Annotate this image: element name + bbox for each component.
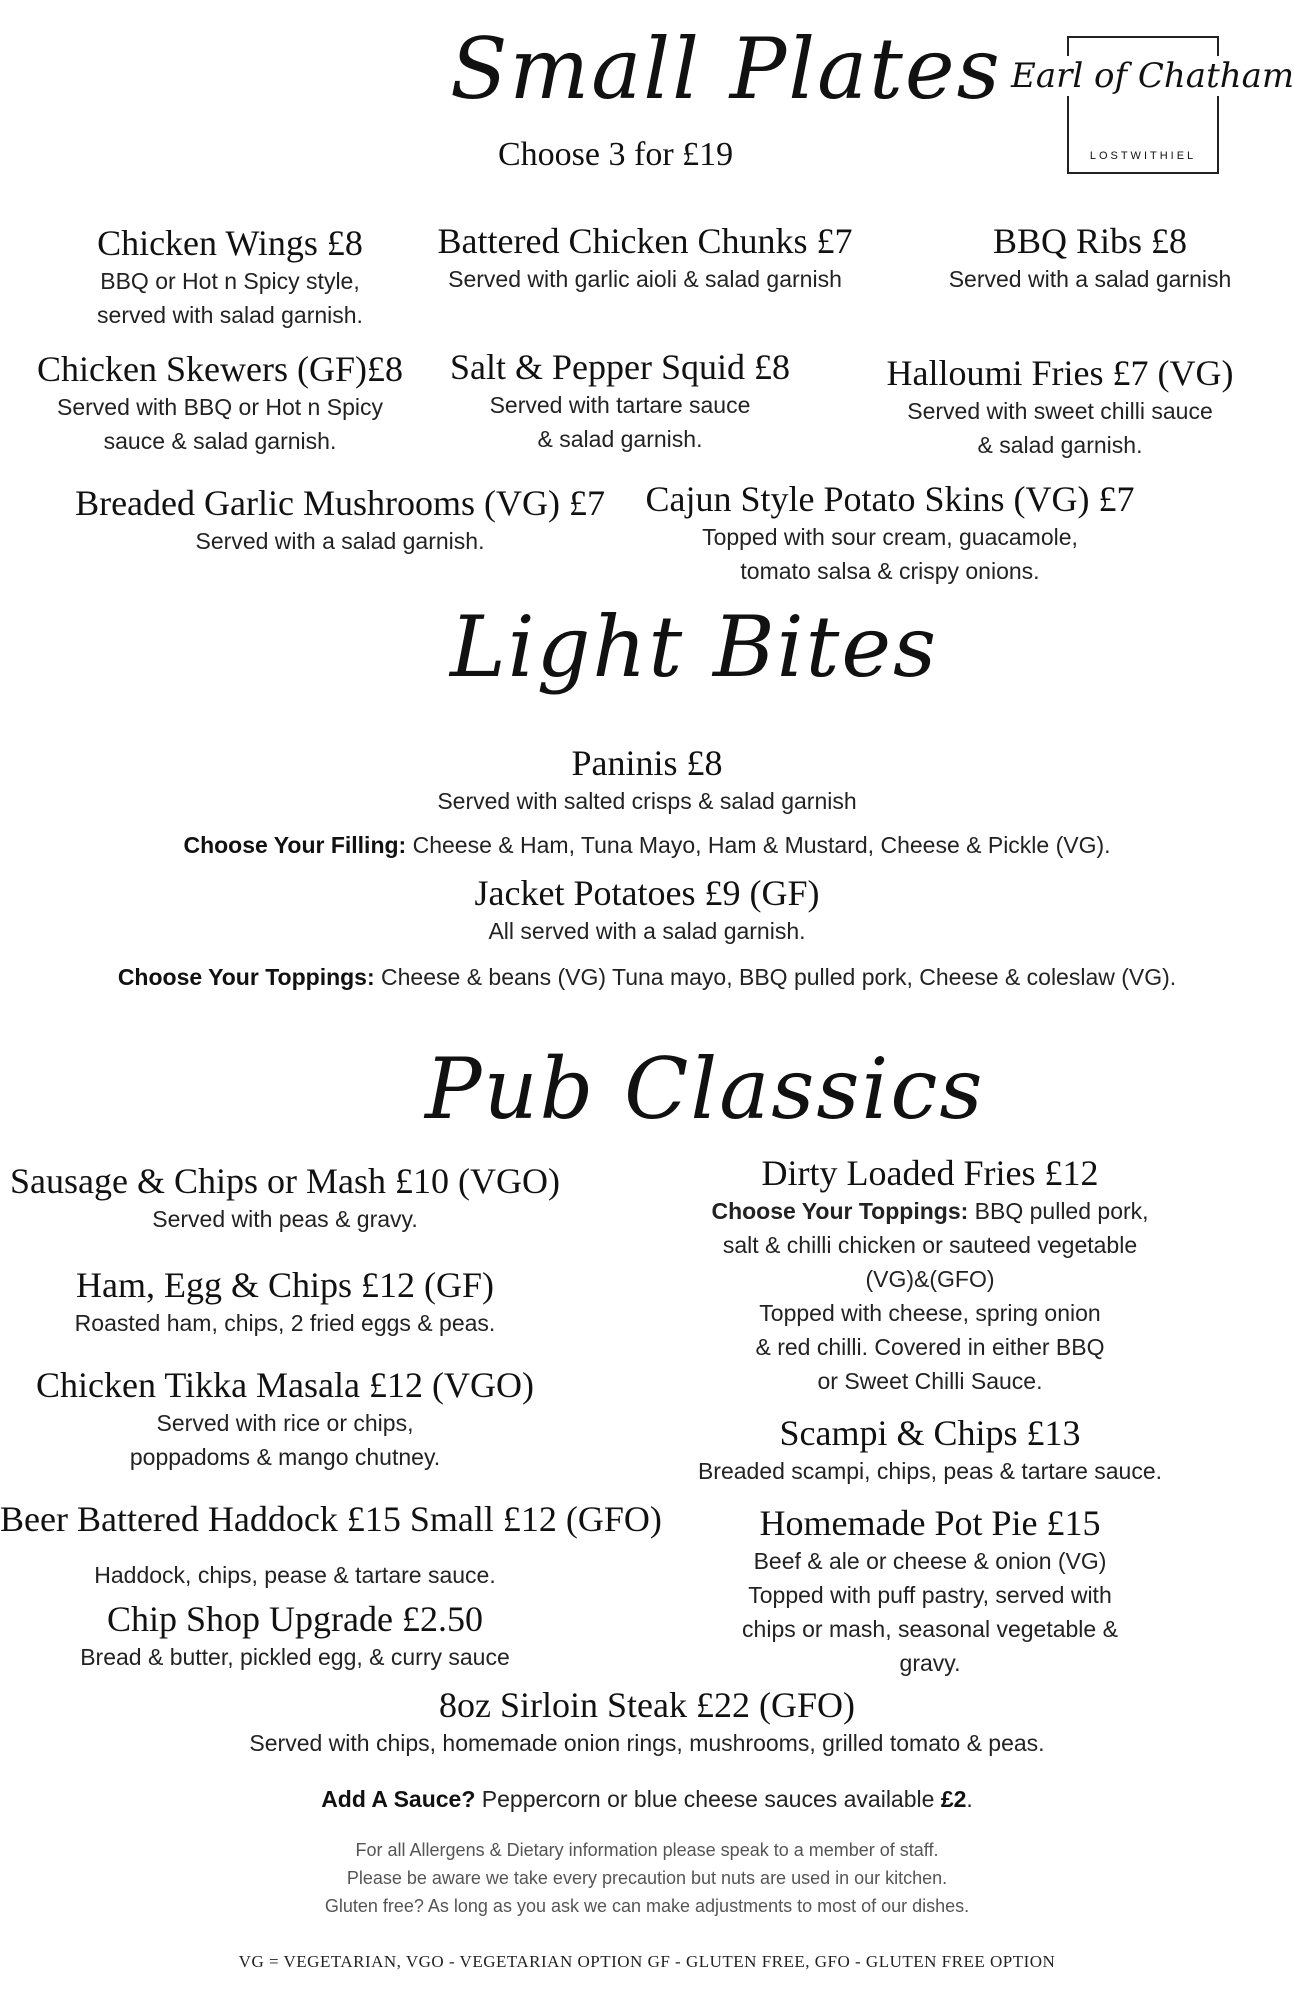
footer-note: Please be aware we take every precaution but nuts are used in our kitchen.: [346, 1868, 948, 1888]
menu-item-breaded-garlic-mushrooms: [60, 482, 620, 558]
item-desc: Roasted ham, chips, 2 fried eggs & peas.: [74, 1310, 496, 1336]
footer-notes: [0, 1836, 1294, 1920]
item-desc: Served with peas & gravy.: [152, 1206, 418, 1232]
item-title: Halloumi Fries £7 (VG): [886, 353, 1234, 393]
sauce-text: Peppercorn or blue cheese sauces available: [475, 1786, 941, 1812]
panini-fillings: [0, 832, 1294, 859]
menu-item-homemade-pot-pie: [640, 1502, 1220, 1680]
item-desc: Topped with sour cream, guacamole,: [702, 524, 1078, 550]
item-title: Homemade Pot Pie £15: [759, 1503, 1101, 1543]
item-title: Chicken Skewers (GF)£8: [37, 349, 403, 389]
item-desc: (VG)&(GFO): [865, 1266, 995, 1292]
item-desc: & salad garnish.: [977, 432, 1143, 458]
item-title: Paninis £8: [571, 743, 723, 783]
item-desc: chips or mash, seasonal vegetable &: [742, 1616, 1118, 1642]
menu-item-ham-egg-chips: [0, 1264, 570, 1340]
item-desc: Served with salted crisps & salad garnish: [437, 788, 857, 814]
item-desc: Served with chips, homemade onion rings, mushrooms, grilled tomato & peas.: [249, 1730, 1045, 1756]
item-title: Scampi & Chips £13: [779, 1413, 1081, 1453]
toppings-text: Cheese & beans (VG) Tuna mayo, BBQ pulled pork, Cheese & coleslaw (VG).: [374, 964, 1177, 990]
menu-item-halloumi-fries: [870, 352, 1250, 462]
item-desc: salt & chilli chicken or sauteed vegetable: [722, 1232, 1138, 1258]
menu-item-chicken-wings: [40, 222, 420, 332]
item-desc: served with salad garnish.: [97, 302, 363, 328]
item-desc: Served with BBQ or Hot n Spicy: [57, 394, 383, 420]
footer-note: Gluten free? As long as you ask we can make adjustments to most of our dishes.: [324, 1896, 970, 1916]
menu-item-chip-shop-upgrade: [0, 1598, 590, 1674]
item-title: Beer Battered Haddock £15 Small £12 (GFO): [0, 1499, 662, 1539]
item-desc: Served with garlic aioli & salad garnish: [448, 266, 842, 292]
item-desc: or Sweet Chilli Sauce.: [817, 1368, 1043, 1394]
toppings-label: Choose Your Toppings:: [117, 964, 375, 990]
menu-item-haddock-desc: [0, 1558, 590, 1592]
item-desc: Topped with puff pastry, served with: [748, 1582, 1112, 1608]
toppings-label: Choose Your Toppings:: [711, 1198, 969, 1224]
item-desc: Served with a salad garnish: [948, 266, 1232, 292]
item-desc: & salad garnish.: [537, 426, 703, 452]
menu-item-battered-chicken-chunks: [400, 220, 890, 296]
item-desc: BBQ or Hot n Spicy style,: [100, 268, 360, 294]
menu-item-dirty-loaded-fries: [640, 1152, 1220, 1398]
menu-item-bbq-ribs: [920, 220, 1260, 296]
item-title: Chicken Tikka Masala £12 (VGO): [36, 1365, 534, 1405]
menu-item-paninis: [297, 742, 997, 818]
item-desc: Beef & ale or cheese & onion (VG): [753, 1548, 1107, 1574]
logo-name: Earl of Chatham: [1011, 56, 1294, 96]
small-plates-heading: Small Plates: [450, 20, 1002, 118]
fillings-text: Cheese & Ham, Tuna Mayo, Ham & Mustard, Cheese & Pickle (VG).: [406, 832, 1111, 858]
fillings-label: Choose Your Filling:: [183, 832, 407, 858]
item-title: Dirty Loaded Fries £12: [761, 1153, 1099, 1193]
item-title: Chicken Wings £8: [97, 223, 363, 263]
item-desc: [640, 1194, 1220, 1228]
item-title: Salt & Pepper Squid £8: [450, 347, 790, 387]
menu-item-chicken-tikka-masala: [0, 1364, 570, 1474]
item-desc: Bread & butter, pickled egg, & curry sauce: [80, 1644, 510, 1670]
menu-item-jacket-potatoes: [297, 872, 997, 948]
sauce-label: Add A Sauce?: [321, 1786, 476, 1812]
menu-item-chicken-skewers: [20, 348, 420, 458]
sauce-price: £2: [940, 1786, 967, 1812]
item-desc: Topped with cheese, spring onion: [759, 1300, 1101, 1326]
logo-location: LOSTWITHIEL: [1089, 150, 1197, 162]
item-desc: tomato salsa & crispy onions.: [740, 558, 1040, 584]
toppings-text: BBQ pulled pork,: [968, 1198, 1149, 1224]
item-desc: Served with rice or chips,: [156, 1410, 414, 1436]
item-title: Battered Chicken Chunks £7: [437, 221, 853, 261]
restaurant-logo: [1011, 36, 1294, 174]
item-title: Cajun Style Potato Skins (VG) £7: [645, 479, 1135, 519]
item-title: Sausage & Chips or Mash £10 (VGO): [10, 1161, 560, 1201]
sauce-end: .: [966, 1786, 973, 1812]
small-plates-offer: Choose 3 for £19: [498, 136, 734, 173]
item-desc: & red chilli. Covered in either BBQ: [755, 1334, 1105, 1360]
add-a-sauce: [0, 1786, 1294, 1813]
light-bites-heading: Light Bites: [450, 598, 939, 696]
item-title: Jacket Potatoes £9 (GF): [474, 873, 820, 913]
dietary-key: VG = VEGETARIAN, VGO - VEGETARIAN OPTION GF - GLUTEN FREE, GFO - GLUTEN FREE OPTION: [238, 1952, 1056, 1971]
item-title: Ham, Egg & Chips £12 (GF): [76, 1265, 494, 1305]
item-desc: Haddock, chips, pease & tartare sauce.: [94, 1562, 496, 1588]
item-desc: sauce & salad garnish.: [103, 428, 337, 454]
item-title: Chip Shop Upgrade £2.50: [107, 1599, 483, 1639]
item-desc: Served with tartare sauce: [489, 392, 751, 418]
item-title: BBQ Ribs £8: [992, 221, 1188, 261]
menu-item-salt-pepper-squid: [430, 346, 810, 456]
item-title: 8oz Sirloin Steak £22 (GFO): [439, 1685, 855, 1725]
menu-item-cajun-potato-skins: [640, 478, 1140, 588]
item-desc: Breaded scampi, chips, peas & tartare sauce.: [697, 1458, 1163, 1484]
footer-note: For all Allergens & Dietary information please speak to a member of staff.: [355, 1840, 939, 1860]
menu-item-sirloin-steak: [147, 1684, 1147, 1760]
item-desc: Served with a salad garnish.: [195, 528, 485, 554]
item-desc: Served with sweet chilli sauce: [907, 398, 1213, 424]
item-desc: poppadoms & mango chutney.: [129, 1444, 441, 1470]
menu-item-beer-battered-haddock: [0, 1498, 662, 1540]
item-title: Breaded Garlic Mushrooms (VG) £7: [75, 483, 605, 523]
jacket-toppings: [0, 964, 1294, 991]
item-desc: All served with a salad garnish.: [488, 918, 806, 944]
item-desc: gravy.: [899, 1650, 961, 1676]
menu-item-scampi-chips: [640, 1412, 1220, 1488]
pub-classics-heading: Pub Classics: [425, 1040, 985, 1138]
menu-item-sausage-chips: [0, 1160, 570, 1236]
